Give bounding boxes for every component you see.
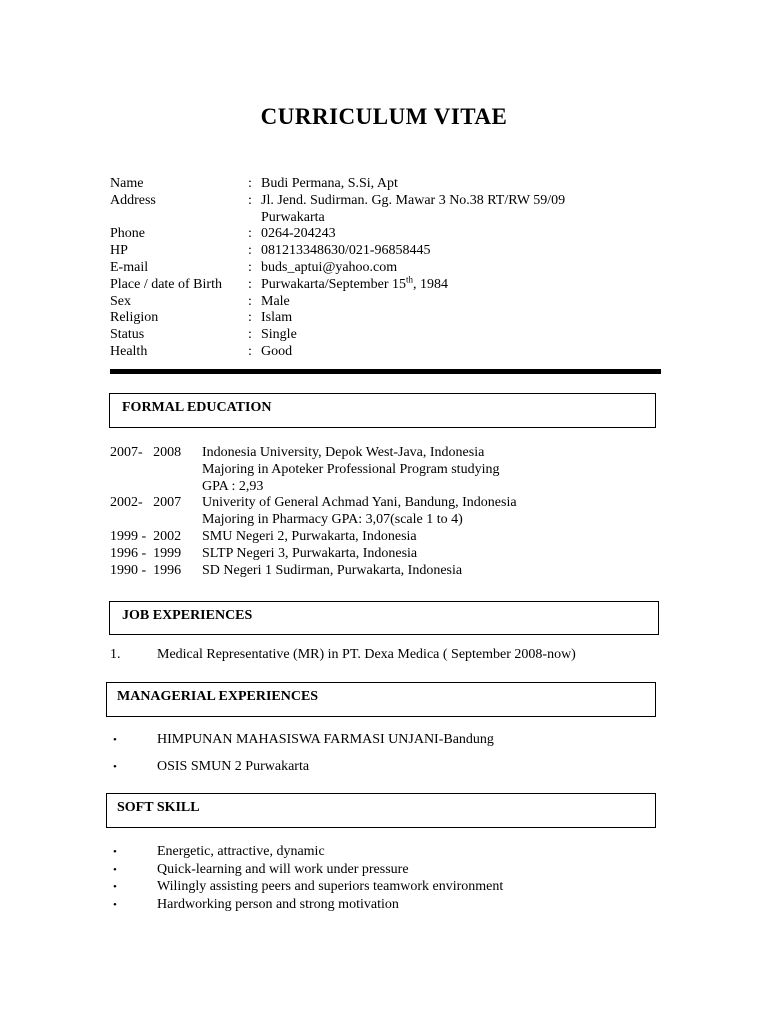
personal-row [110,294,565,311]
personal-row [110,344,565,361]
email-value: buds_aptui@yahoo.com [261,259,398,275]
education-detail: SMU Negeri 2, Purwakarta, Indonesia [202,528,417,544]
education-entry [110,529,517,546]
field-colon: : [248,293,252,309]
personal-row [110,193,565,210]
education-entry [110,445,517,462]
field-value: Single [261,327,297,343]
job-number: 1. [110,647,121,662]
list-item [110,732,494,759]
field-label: E-mail [110,259,149,275]
section-divider [110,369,661,374]
education-years: 1999 - 2002 [110,528,182,544]
field-label: Address [110,192,156,208]
list-item [110,897,503,915]
field-colon: : [248,327,252,343]
soft-skill-text: Wilingly assisting peers and superiors teamwork environment [157,879,504,895]
field-label: HP [110,243,128,259]
field-colon: : [248,276,252,292]
field-colon: : [248,226,252,242]
job-description: Medical Representative (MR) in PT. Dexa Medica ( September 2008-now) [157,647,576,662]
managerial-text: OSIS SMUN 2 Purwakarta [157,759,310,774]
field-label: Name [110,176,144,191]
education-list [110,445,517,579]
field-colon: : [248,192,252,208]
field-value: Good [261,343,293,359]
field-label: Status [110,327,145,343]
education-detail: Majoring in Pharmacy GPA: 3,07(scale 1 to 4) [202,512,463,528]
field-value: Islam [261,310,293,326]
field-colon: : [248,343,252,359]
bullet-icon: • [113,899,117,912]
list-item [110,862,503,880]
personal-row [110,243,565,260]
ordinal-suffix: th [406,274,414,285]
education-detail: Univerity of General Achmad Yani, Bandung, Indonesia [202,495,517,511]
field-label: Health [110,343,148,359]
field-label: Place / date of Birth [110,276,222,292]
field-value: Budi Permana, S.Si, Apt [261,176,398,191]
field-label: Sex [110,293,131,309]
education-years: 1996 - 1999 [110,545,182,561]
field-value: 081213348630/021-96858445 [261,243,431,259]
field-colon: : [248,259,252,275]
personal-row [110,226,565,243]
job-item [110,647,576,663]
soft-skill-list [110,844,503,915]
education-years: 2007- 2008 [110,445,182,460]
education-detail: Indonesia University, Depok West-Java, Indonesia [202,445,485,460]
field-label: Religion [110,310,159,326]
field-value [261,274,449,294]
managerial-list [110,732,494,786]
education-years: 2002- 2007 [110,495,182,511]
personal-row [110,310,565,327]
bullet-icon: • [113,761,117,773]
bullet-icon: • [113,863,117,876]
field-value: 0264-204243 [261,226,336,242]
section-header-managerial-experiences: MANAGERIAL EXPERIENCES [106,682,656,717]
birth-value-main: Purwakarta/September 15 [261,276,407,292]
bullet-icon: • [113,846,117,858]
soft-skill-text: Energetic, attractive, dynamic [157,844,325,859]
document-title: CURRICULUM VITAE [260,104,508,129]
personal-row [110,260,565,277]
education-detail: SD Negeri 1 Sudirman, Purwakarta, Indonesia [202,562,463,578]
field-label: Phone [110,226,145,242]
list-item [110,759,494,786]
managerial-text: HIMPUNAN MAHASISWA FARMASI UNJANI-Bandung [157,732,494,747]
education-years: 1990 - 1996 [110,562,182,578]
bullet-icon: • [113,881,117,894]
education-detail: SLTP Negeri 3, Purwakarta, Indonesia [202,545,418,561]
personal-row [110,176,565,193]
birth-value-year: , 1984 [413,276,449,292]
section-header-formal-education: FORMAL EDUCATION [109,393,656,428]
field-colon: : [248,310,252,326]
field-value: Jl. Jend. Sudirman. Gg. Mawar 3 No.38 RT/RW 59/09 [261,192,566,208]
soft-skill-text: Quick-learning and will work under pressure [157,861,409,877]
section-header-soft-skill: SOFT SKILL [106,793,656,828]
personal-row [110,274,565,294]
soft-skill-text: Hardworking person and strong motivation [157,897,399,913]
field-colon: : [248,243,252,259]
section-header-job-experiences: JOB EXPERIENCES [109,601,659,635]
education-entry [110,495,517,512]
education-detail: Majoring in Apoteker Professional Program studying [202,461,500,477]
personal-row [110,327,565,344]
education-entry [110,563,517,580]
personal-info [110,176,565,361]
education-entry [110,546,517,563]
field-value-continuation: Purwakarta [261,209,325,225]
list-item [110,844,503,862]
bullet-icon: • [113,734,117,746]
education-detail: GPA : 2,93 [202,478,264,494]
field-value: Male [261,293,290,309]
field-colon: : [248,176,252,191]
list-item [110,879,503,897]
